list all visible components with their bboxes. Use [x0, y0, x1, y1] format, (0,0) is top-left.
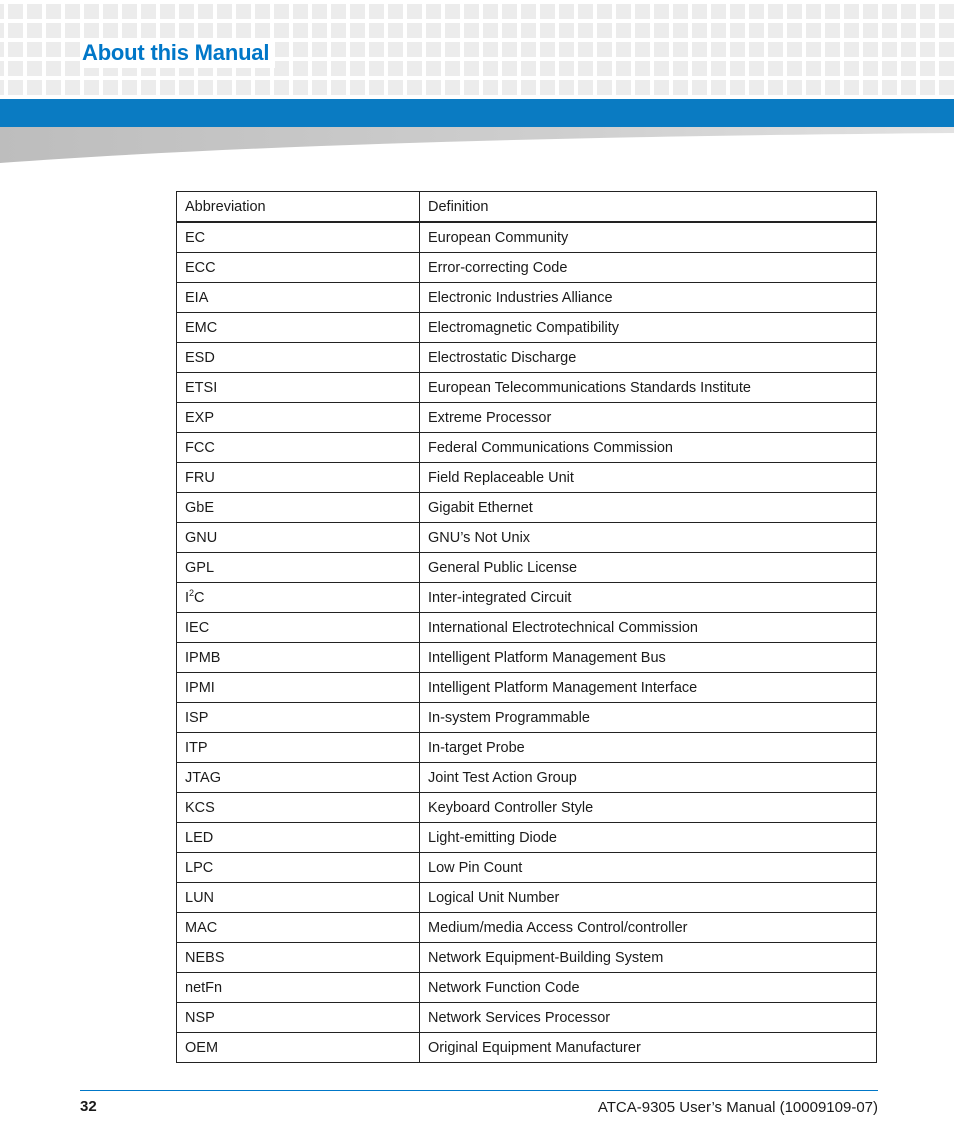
header-gray-swoosh [0, 127, 954, 163]
abbreviation-cell: ETSI [177, 373, 420, 403]
definition-cell: Intelligent Platform Management Bus [420, 643, 877, 673]
abbreviation-cell: IPMB [177, 643, 420, 673]
table-row [177, 373, 877, 403]
abbreviation-cell: EMC [177, 313, 420, 343]
table-row [177, 222, 877, 253]
column-header-definition: Definition [420, 192, 877, 223]
abbreviation-cell: GNU [177, 523, 420, 553]
table-row [177, 733, 877, 763]
document-title: ATCA-9305 User’s Manual (10009109-07) [597, 1099, 878, 1116]
definition-cell: In-target Probe [420, 733, 877, 763]
definition-cell: Electronic Industries Alliance [420, 283, 877, 313]
abbreviation-cell: ISP [177, 703, 420, 733]
table-row [177, 913, 877, 943]
table-row [177, 583, 877, 613]
abbreviation-cell: NSP [177, 1003, 420, 1033]
abbreviation-cell: NEBS [177, 943, 420, 973]
definition-cell: Logical Unit Number [420, 883, 877, 913]
definition-cell: European Telecommunications Standards Institute [420, 373, 877, 403]
definition-cell: Extreme Processor [420, 403, 877, 433]
abbreviation-cell: LPC [177, 853, 420, 883]
column-header-abbreviation: Abbreviation [177, 192, 420, 223]
definition-cell: Network Function Code [420, 973, 877, 1003]
abbreviation-cell: netFn [177, 973, 420, 1003]
header-blue-band [0, 99, 954, 127]
definition-cell: Light-emitting Diode [420, 823, 877, 853]
abbreviation-cell: ESD [177, 343, 420, 373]
table-row [177, 283, 877, 313]
abbreviation-cell: FCC [177, 433, 420, 463]
definition-cell: Low Pin Count [420, 853, 877, 883]
definition-cell: International Electrotechnical Commission [420, 613, 877, 643]
table-row [177, 823, 877, 853]
table-row [177, 1033, 877, 1063]
definition-cell: In-system Programmable [420, 703, 877, 733]
definition-cell: Medium/media Access Control/controller [420, 913, 877, 943]
abbreviation-cell: EC [177, 222, 420, 253]
table-row [177, 493, 877, 523]
definition-cell: Electrostatic Discharge [420, 343, 877, 373]
abbreviation-cell: ECC [177, 253, 420, 283]
table-row [177, 883, 877, 913]
table-row [177, 793, 877, 823]
table-row [177, 973, 877, 1003]
definition-cell: European Community [420, 222, 877, 253]
definition-cell: Electromagnetic Compatibility [420, 313, 877, 343]
table-row [177, 313, 877, 343]
definition-cell: Error-correcting Code [420, 253, 877, 283]
definition-cell: Intelligent Platform Management Interface [420, 673, 877, 703]
page-number: 32 [80, 1098, 97, 1115]
abbreviation-cell: LED [177, 823, 420, 853]
table-row [177, 433, 877, 463]
table-row [177, 943, 877, 973]
definition-cell: Inter-integrated Circuit [420, 583, 877, 613]
table-row [177, 1003, 877, 1033]
abbreviation-cell: GbE [177, 493, 420, 523]
abbreviation-table [176, 191, 877, 1063]
table-row [177, 403, 877, 433]
definition-cell: Joint Test Action Group [420, 763, 877, 793]
table-row [177, 673, 877, 703]
definition-cell: Network Equipment-Building System [420, 943, 877, 973]
definition-cell: Original Equipment Manufacturer [420, 1033, 877, 1063]
definition-cell: Field Replaceable Unit [420, 463, 877, 493]
abbreviation-cell: LUN [177, 883, 420, 913]
table-header-row [177, 192, 877, 223]
table-row [177, 343, 877, 373]
abbreviation-cell: OEM [177, 1033, 420, 1063]
definition-cell: Network Services Processor [420, 1003, 877, 1033]
table-row [177, 763, 877, 793]
table-row [177, 643, 877, 673]
definition-cell: GNU’s Not Unix [420, 523, 877, 553]
table-row [177, 463, 877, 493]
abbreviation-cell: JTAG [177, 763, 420, 793]
table-row [177, 523, 877, 553]
table-row [177, 703, 877, 733]
abbreviation-cell: FRU [177, 463, 420, 493]
abbreviation-cell [177, 583, 420, 613]
abbreviation-superscript: 2 [189, 587, 195, 598]
footer-rule [80, 1090, 878, 1091]
abbreviation-text: I [185, 589, 190, 606]
abbreviation-cell: ITP [177, 733, 420, 763]
definition-cell: Keyboard Controller Style [420, 793, 877, 823]
definition-cell: Gigabit Ethernet [420, 493, 877, 523]
abbreviation-tail: C [194, 589, 205, 606]
definition-cell: General Public License [420, 553, 877, 583]
table-row [177, 253, 877, 283]
abbreviation-cell: EIA [177, 283, 420, 313]
table-row [177, 553, 877, 583]
abbreviation-cell: IPMI [177, 673, 420, 703]
abbreviation-cell: GPL [177, 553, 420, 583]
definition-cell: Federal Communications Commission [420, 433, 877, 463]
abbreviation-cell: IEC [177, 613, 420, 643]
table-row [177, 853, 877, 883]
abbreviation-cell: MAC [177, 913, 420, 943]
table-row [177, 613, 877, 643]
page-title: About this Manual [82, 38, 275, 68]
abbreviation-cell: EXP [177, 403, 420, 433]
abbreviation-cell: KCS [177, 793, 420, 823]
